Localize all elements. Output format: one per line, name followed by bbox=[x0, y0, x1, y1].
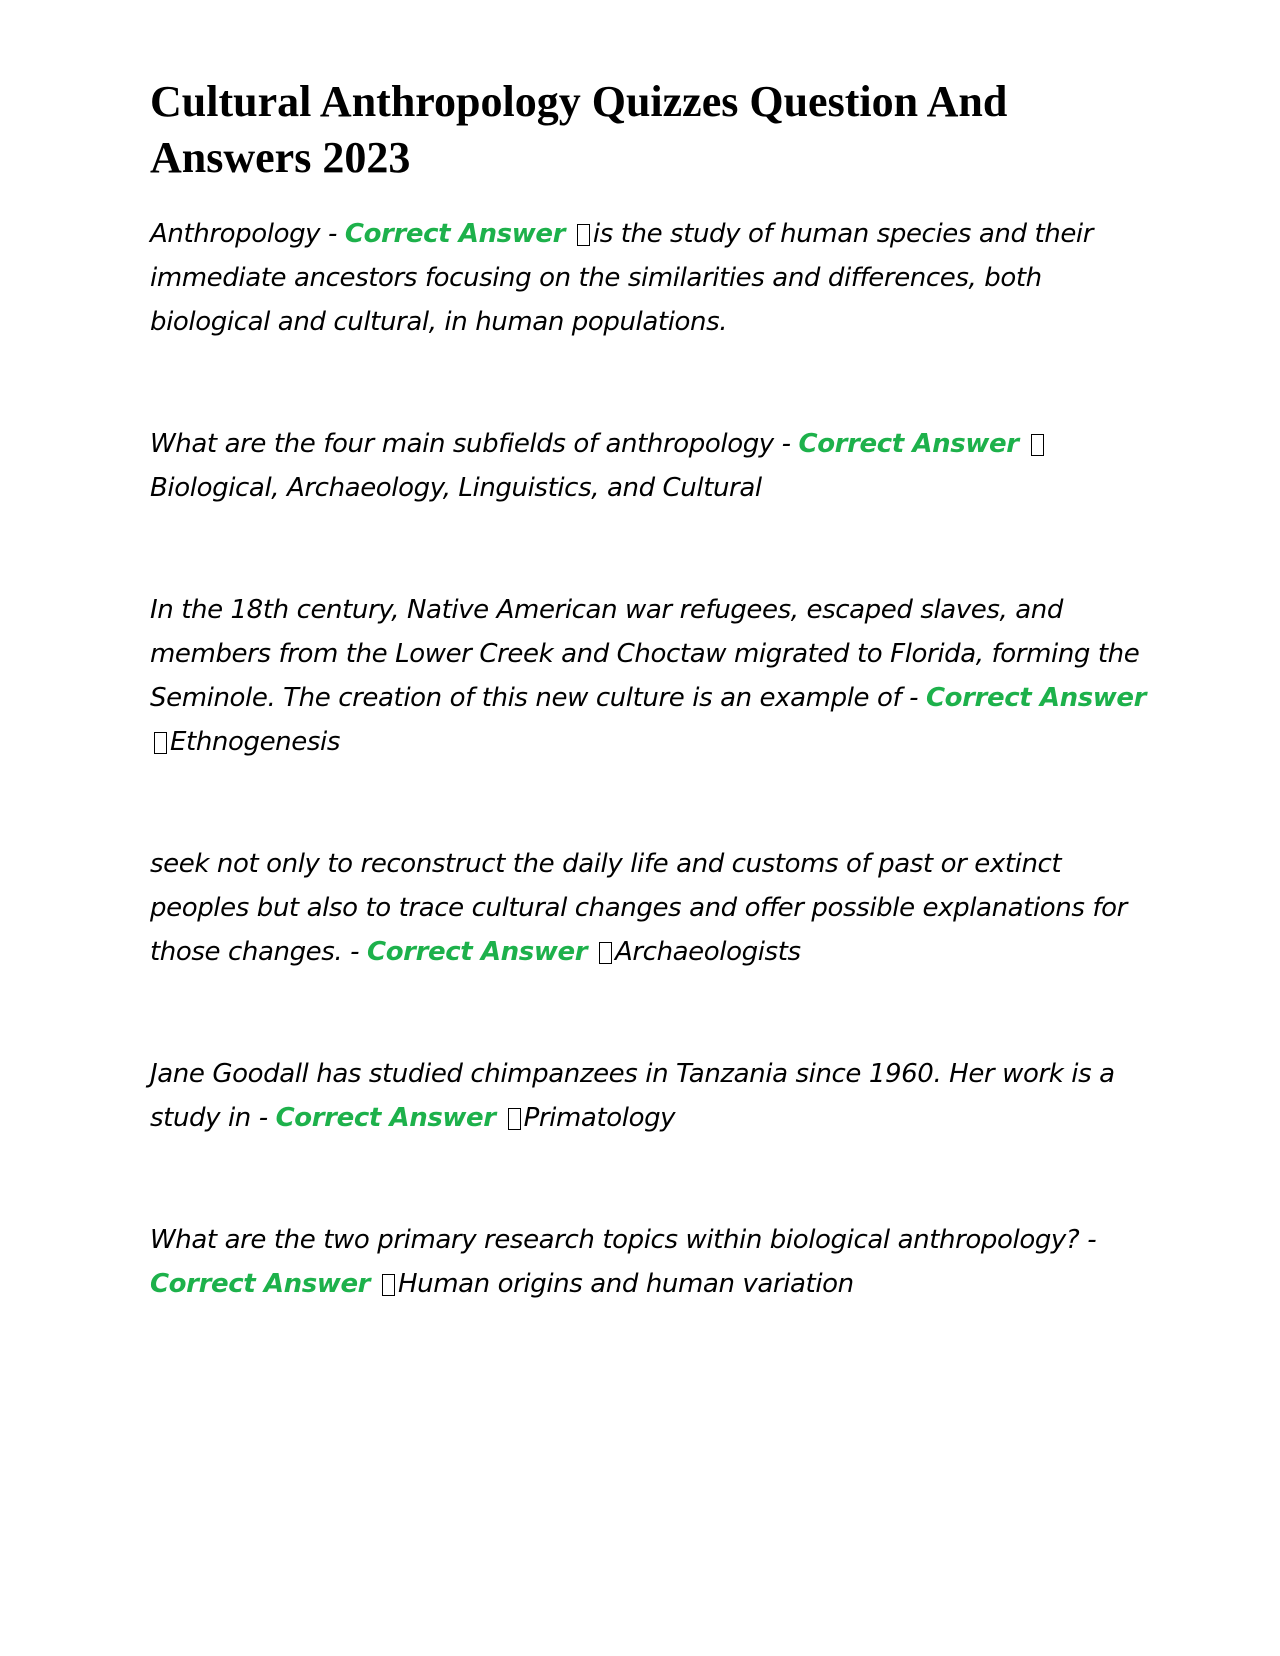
missing-glyph-box-icon bbox=[508, 1108, 521, 1130]
answer-text: is the study of human species and their immediate ancestors focusing on the similarities and differences, both biological and cultural, in human populations. bbox=[150, 219, 1094, 337]
qa-item bbox=[150, 1218, 1150, 1306]
correct-answer-label: Correct Answer bbox=[798, 429, 1019, 459]
correct-answer-label: Correct Answer bbox=[344, 219, 565, 249]
answer-text: Archaeologists bbox=[615, 937, 801, 967]
question-text: Jane Goodall has studied chimpanzees in Tanzania since 1960. Her work is a study in bbox=[150, 1059, 1115, 1133]
missing-glyph-box-icon bbox=[154, 732, 167, 754]
separator: - bbox=[250, 1103, 276, 1133]
missing-glyph-box-icon bbox=[599, 942, 612, 964]
separator: - bbox=[342, 937, 368, 967]
missing-glyph-box-icon bbox=[577, 224, 590, 246]
document-title: Cultural Anthropology Quizzes Question And Answers 2023 bbox=[150, 77, 1008, 182]
separator: - bbox=[901, 683, 926, 713]
question-text: What are the four main subfields of anthropology bbox=[150, 429, 774, 459]
correct-answer-label: Correct Answer bbox=[367, 937, 588, 967]
qa-item bbox=[150, 1052, 1150, 1140]
separator: - bbox=[1079, 1225, 1097, 1255]
correct-answer-label: Correct Answer bbox=[150, 1269, 371, 1299]
answer-text: Biological, Archaeology, Linguistics, and Cultural bbox=[150, 473, 762, 503]
answer-text: Human origins and human variation bbox=[397, 1269, 854, 1299]
question-text: What are the two primary research topics within biological anthropology? bbox=[150, 1225, 1080, 1255]
qa-item bbox=[150, 588, 1150, 764]
question-text: seek not only to reconstruct the daily life and customs of past or extinct peoples but also to trace cultural changes and offer possible explanations for those changes. bbox=[150, 849, 1127, 967]
document-body bbox=[150, 74, 1150, 1306]
correct-answer-label: Correct Answer bbox=[925, 683, 1147, 713]
answer-text: Ethnogenesis bbox=[170, 727, 340, 757]
correct-answer-label: Correct Answer bbox=[275, 1103, 496, 1133]
question-text: In the 18th century, Native American war refugees, escaped slaves, and members from the Lower Creek and Choctaw migrated to Florida, forming the Seminole. The creation of this new culture is an example of bbox=[150, 595, 1140, 713]
separator: - bbox=[320, 219, 345, 249]
qa-item bbox=[150, 842, 1150, 974]
qa-item bbox=[150, 212, 1150, 344]
separator: - bbox=[773, 429, 799, 459]
qa-item bbox=[150, 422, 1150, 510]
missing-glyph-box-icon bbox=[382, 1274, 395, 1296]
question-text: Anthropology bbox=[150, 219, 321, 249]
missing-glyph-box-icon bbox=[1031, 434, 1044, 456]
answer-text: Primatology bbox=[523, 1103, 676, 1133]
